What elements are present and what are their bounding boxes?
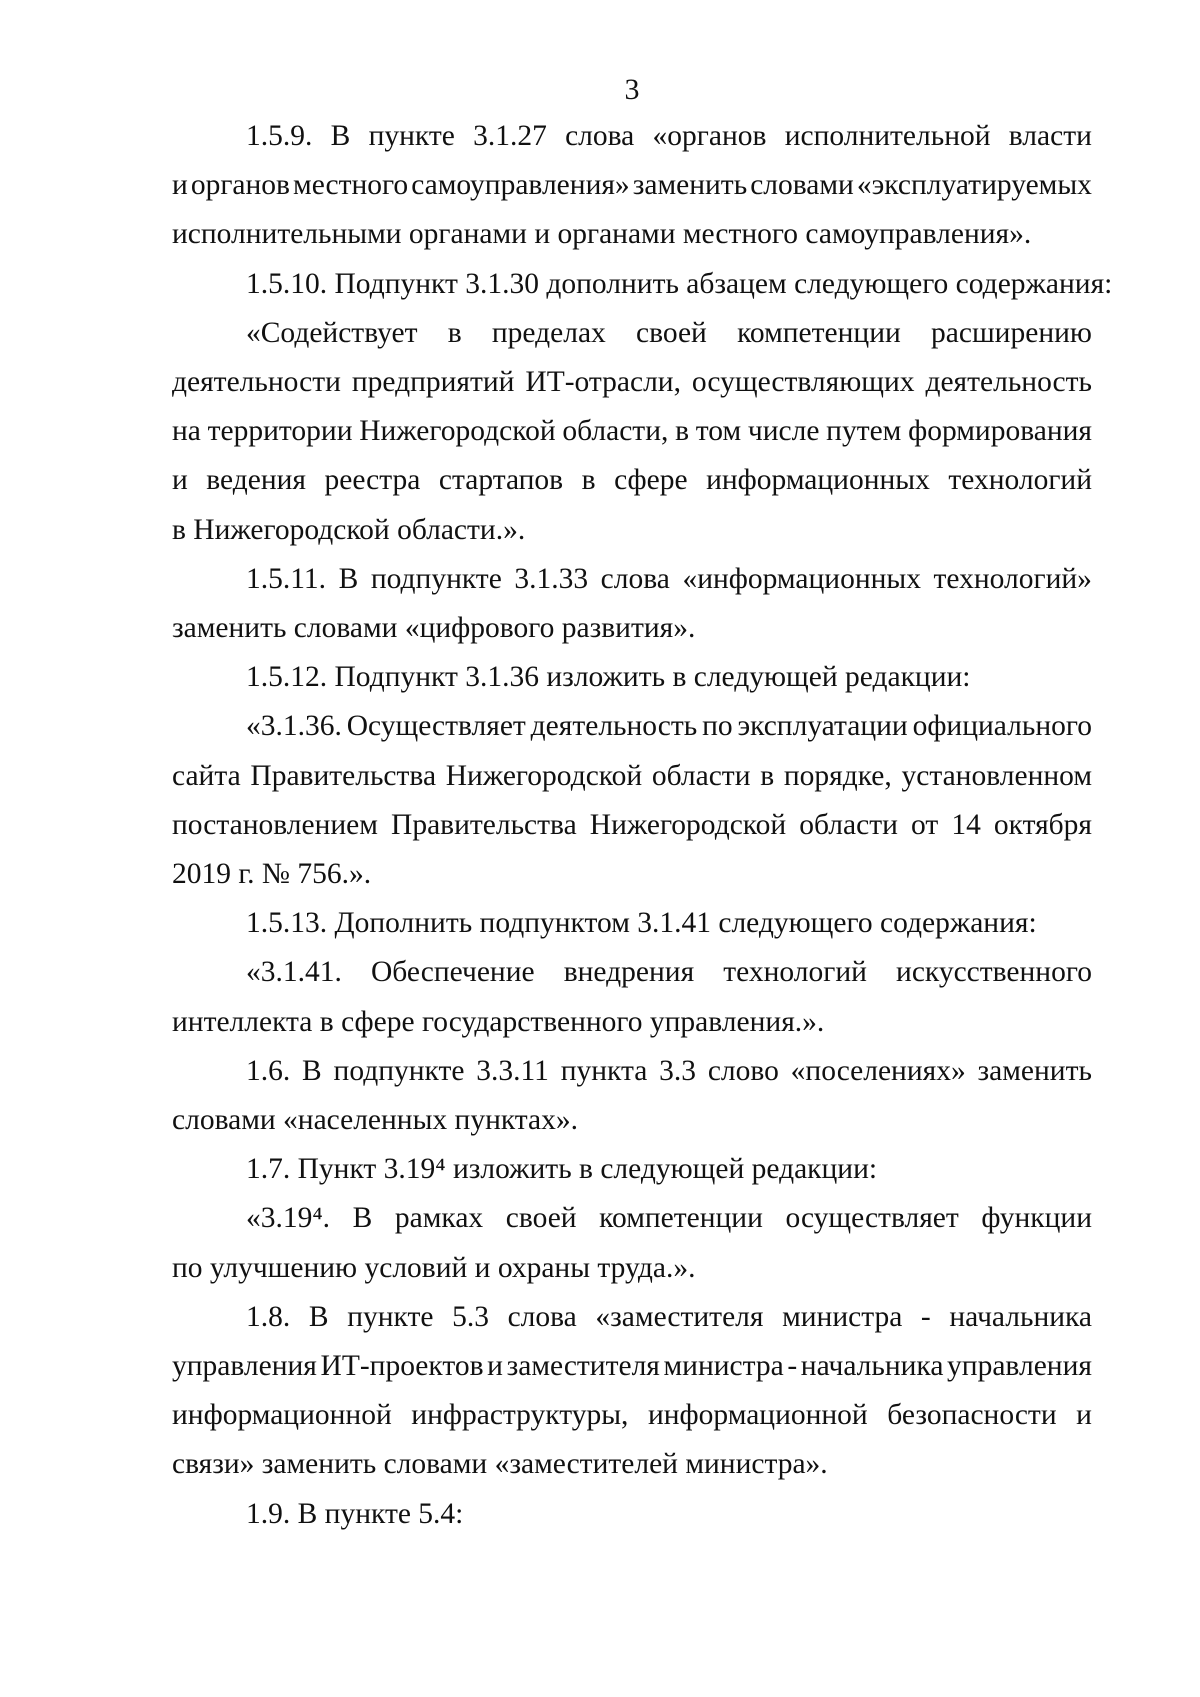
- text-line: 1.6. В подпункте 3.3.11 пункта 3.3 слово «поселениях» заменить: [246, 1054, 1092, 1087]
- text-line: постановлением Правительства Нижегородской области от 14 октября: [172, 808, 1092, 841]
- text-line: по улучшению условий и охраны труда.».: [172, 1251, 696, 1284]
- text-line: 1.5.9. В пункте 3.1.27 слова «органов исполнительной власти: [246, 120, 1092, 152]
- text-line: «3.1.41. Обеспечение внедрения технологий искусственного: [246, 956, 1092, 989]
- text-line: на территории Нижегородской области, в том числе путем формирования: [172, 415, 1092, 448]
- text-line: интеллекта в сфере государственного управления.».: [172, 1005, 825, 1038]
- text-line: «Содействует в пределах своей компетенции расширению: [246, 316, 1092, 349]
- text-line: исполнительными органами и органами местного самоуправления».: [172, 218, 1032, 251]
- document-body: [172, 112, 1113, 1539]
- text-line: 1.8. В пункте 5.3 слова «заместителя министра - начальника: [246, 1300, 1092, 1333]
- text-line: и ведения реестра стартапов в сфере информационных технологий: [172, 464, 1092, 497]
- text-line: деятельности предприятий ИТ-отрасли, осуществляющих деятельность: [172, 366, 1092, 399]
- text-line: информационной инфраструктуры, информационной безопасности и: [172, 1399, 1092, 1432]
- text-line: 1.5.11. В подпункте 3.1.33 слова «информационных технологий»: [246, 562, 1092, 595]
- text-line: сайта Правительства Нижегородской области в порядке, установленном: [172, 759, 1092, 792]
- text-line: в Нижегородской области.».: [172, 513, 526, 546]
- text-line: 2019 г. № 756.».: [172, 858, 372, 891]
- text-line: и органов местного самоуправления» заменить словами «эксплуатируемых: [172, 169, 1092, 202]
- text-line: 1.7. Пункт 3.19⁴ изложить в следующей редакции:: [246, 1153, 878, 1186]
- text-line: «3.1.36. Осуществляет деятельность по эксплуатации официального: [246, 710, 1092, 743]
- text-line: 1.5.10. Подпункт 3.1.30 дополнить абзацем следующего содержания:: [246, 267, 1113, 300]
- text-line: «3.19⁴. В рамках своей компетенции осуществляет функции: [246, 1202, 1092, 1235]
- page-number: 3: [624, 73, 640, 106]
- text-line: словами «населенных пунктах».: [172, 1104, 579, 1137]
- text-line: 1.9. В пункте 5.4:: [246, 1497, 464, 1530]
- text-line: управления ИТ-проектов и заместителя министра - начальника управления: [172, 1350, 1092, 1383]
- text-line: 1.5.13. Дополнить подпунктом 3.1.41 следующего содержания:: [246, 907, 1037, 940]
- text-line: 1.5.12. Подпункт 3.1.36 изложить в следующей редакции:: [246, 661, 971, 694]
- text-line: связи» заменить словами «заместителей министра».: [172, 1448, 828, 1481]
- text-line: заменить словами «цифрового развития».: [172, 612, 696, 645]
